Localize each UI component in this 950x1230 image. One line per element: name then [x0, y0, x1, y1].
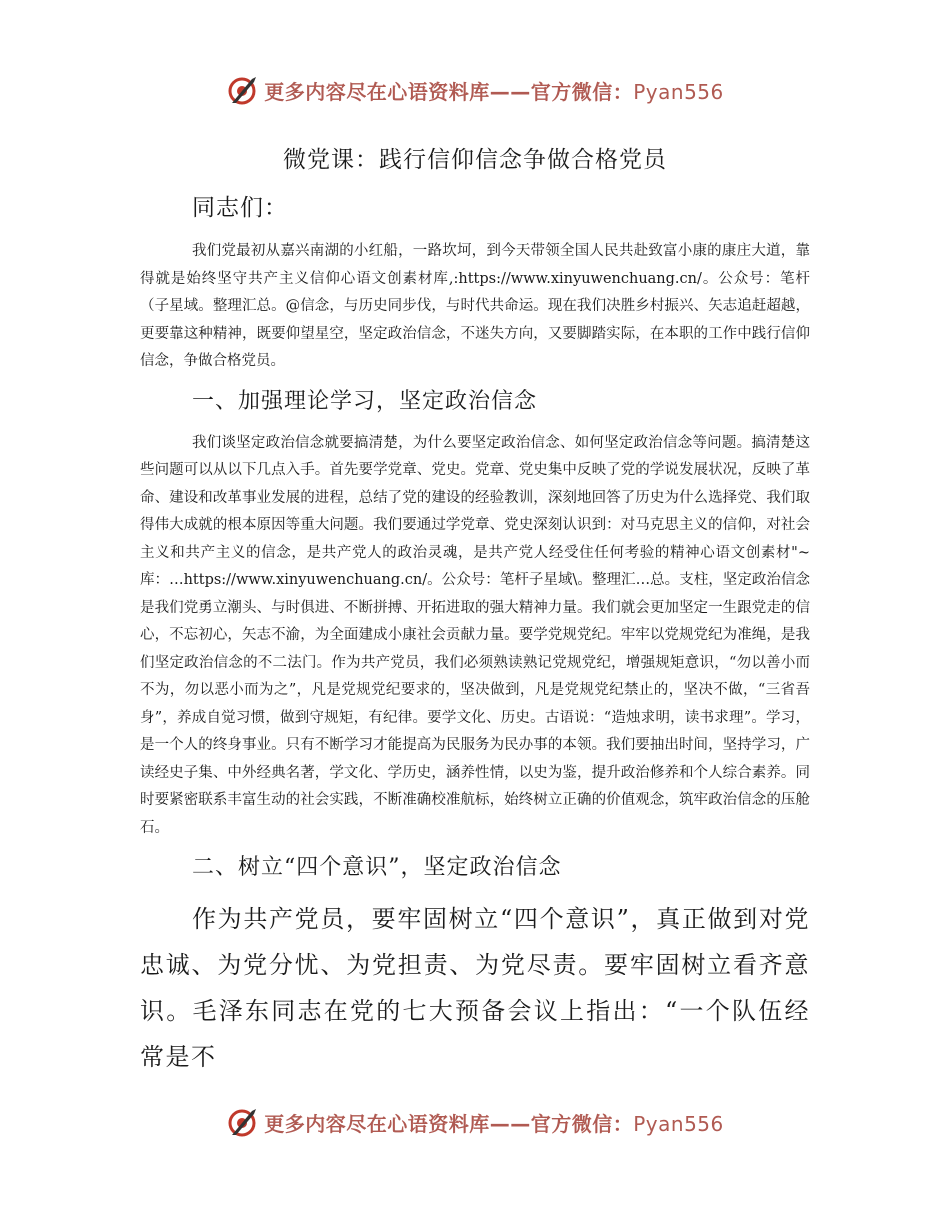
banner-text: 更多内容尽在心语资料库——官方微信：Pyan556 — [264, 79, 724, 104]
footer-banner — [0, 1102, 950, 1142]
section-1-heading: 一、加强理论学习，坚定政治信念 — [192, 388, 538, 414]
header-banner — [0, 70, 950, 110]
wechat-handle: Pyan556 — [633, 79, 724, 104]
banner-text: 更多内容尽在心语资料库——官方微信：Pyan556 — [264, 1111, 724, 1136]
section-2-paragraph: 作为共产党员，要牢固树立“四个意识”，真正做到对党忠诚、为党分忧、为党担责、为党尽责。要牢固树立看齐意识。毛泽东同志在党的七大预备会议上指出：“一个队伍经常是不 — [140, 905, 810, 1071]
section-1-paragraph: 我们谈坚定政治信念就要搞清楚，为什么要坚定政治信念、如何坚定政治信念等问题。搞清楚这些问题可以从以下几点入手。首先要学党章、党史。党章、党史集中反映了党的学说发展状况，反映了革命、建设和改革事业发展的进程，总结了党的建设的经验教训，深刻地回答了历史为什么选择党、我们取得伟大成就的根本原因等重大问题。我们要通过学党章、党史深刻认识到：对马克思主义的信仰，对社会主义和共产主义的信念，是共产党人的政治灵魂，是共产党人经受住任何考验的精神心语文创素材"~库：…https://www.xinyuwenchuang.cn/。公众号：笔杆子星域\。整理汇…总。支柱，坚定政治信念是我们党勇立潮头、与时俱进、不断拼搏、开拓进取的强大精神力量。我们就会更加坚定一生跟党走的信心，不忘初心，矢志不渝，为全面建成小康社会贡献力量。要学党规党纪。牢牢以党规党纪为准绳，是我们坚定政治信念的不二法门。作为共产党员，我们必须熟读熟记党规党纪，增强规矩意识，“勿以善小而不为，勿以恶小而为之”，凡是党规党纪要求的，坚决做到，凡是党规党纪禁止的，坚决不做，“三省吾身”，养成自觉习惯，做到守规矩，有纪律。要学文化、历史。古语说：“造烛求明，读书求理”。学习，是一个人的终身事业。只有不断学习才能提高为民服务为民办事的本领。我们要抽出时间，坚持学习，广读经史子集、中外经典名著，学文化、学历史，涵养性情，以史为鉴，提升政治修养和个人综合素养。同时要紧密联系丰富生动的社会实践，不断准确校准航标，始终树立正确的价值观念，筑牢政治信念的压舱石。 — [140, 434, 810, 836]
intro-paragraph: 我们党最初从嘉兴南湖的小红船，一路坎坷，到今天带领全国人民共赴致富小康的康庄大道，靠得就是始终坚守共产主义信仰心语文创素材库,:https://www.xinyuwenchuang.cn/。公众号：笔杆（子星域。整理汇总。@信念，与历史同步伐，与时代共命运。现在我们决胜乡村振兴、矢志追赶超越，更要靠这种精神，既要仰望星空，坚定政治信念，不迷失方向，又要脚踏实际，在本职的工作中践行信仰信念，争做合格党员。 — [140, 243, 810, 369]
document-title: 微党课：践行信仰信念争做合格党员 — [283, 147, 667, 173]
document-body — [140, 138, 810, 1080]
quill-pen-logo-icon — [226, 73, 260, 107]
quill-pen-logo-icon — [226, 1105, 260, 1139]
salutation: 同志们： — [192, 195, 288, 221]
wechat-handle: Pyan556 — [633, 1111, 724, 1136]
section-2-heading: 二、树立“四个意识”，坚定政治信念 — [192, 855, 562, 880]
